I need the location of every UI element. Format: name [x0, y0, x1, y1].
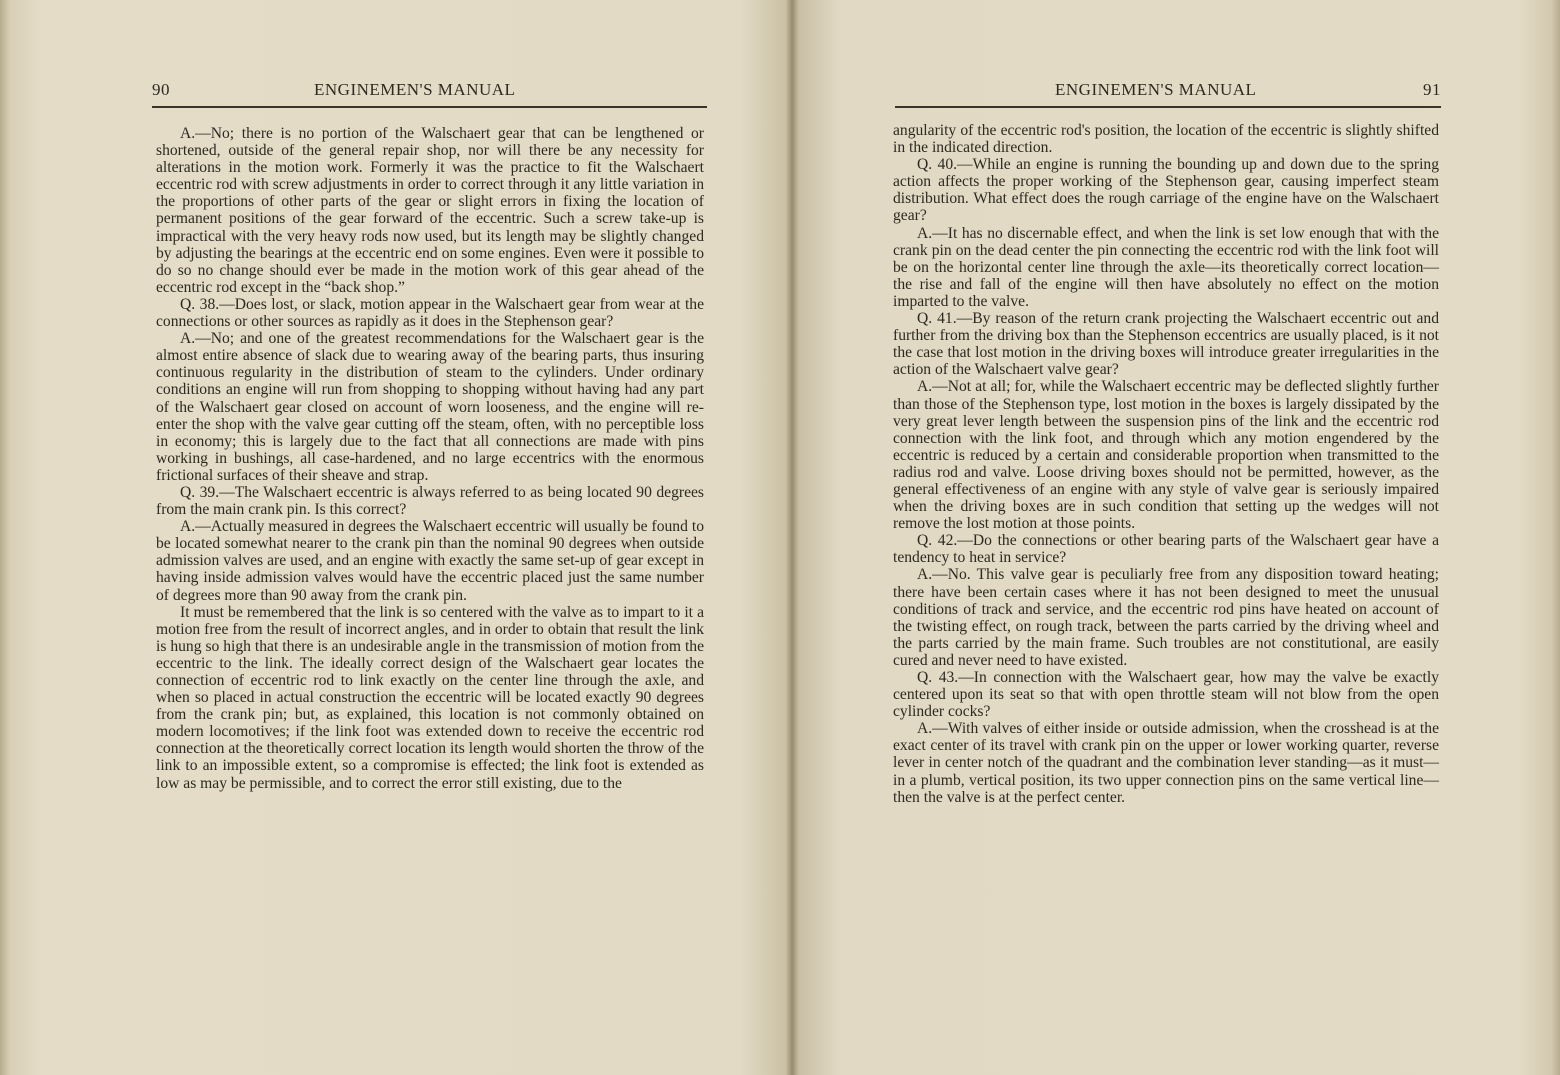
paragraph: A.—No. This valve gear is peculiarly free from any disposition toward heating; there have been certain cases where it has not been designed to meet the unusual conditions of track and service, and the eccentric rod pins have heated on account of the twisting effect, on rough track, between the parts carried by the driving wheel and the parts carried by the main frame. Such troubles are not constitutional, are easily cured and never need to have existed.	[893, 566, 1439, 669]
right-page-text	[893, 122, 1439, 806]
right-running-title: ENGINEMEN'S MANUAL	[1055, 80, 1257, 99]
left-running-title: ENGINEMEN'S MANUAL	[314, 80, 516, 99]
paragraph: Q. 42.—Do the connections or other bearing parts of the Walschaert gear have a tendency to heat in service?	[893, 532, 1439, 567]
right-running-head	[895, 80, 1441, 106]
paragraph: Q. 40.—While an engine is running the bounding up and down due to the spring action affects the proper working of the Stephenson gear, causing imperfect steam distribution. What effect does the rough carriage of the engine have on the Walschaert gear?	[893, 156, 1439, 225]
left-running-head	[152, 80, 707, 106]
paragraph: A.—No; there is no portion of the Walschaert gear that can be lengthened or shortened, outside of the general repair shop, nor will there be any necessity for alterations in the motion work. Formerly it was the practice to fit the Walschaert eccentric rod with screw adjustments in order to correct through it any little variation in the proportions of other parts of the gear or slight errors in fixing the location of permanent positions of the gear forward of the eccentric. Such a screw take-up is impractical with the very heavy rods now used, but its length may be slightly changed by adjusting the bearings at the eccentric end on some engines. Even were it possible to do so no change should ever be made in the motion work of this gear ahead of the eccentric rod except in the “back shop.”	[156, 125, 704, 296]
continuation-paragraph: angularity of the eccentric rod's position, the location of the eccentric is slightly shifted in the indicated direction.	[893, 122, 1439, 157]
paragraph: A.—Actually measured in degrees the Walschaert eccentric will usually be found to be located somewhat nearer to the crank pin than the nominal 90 degrees when outside admission valves are used, and an engine with exactly the same set-up of gear except in having inside admission valves would have the eccentric placed just the same number of degrees more than 90 away from the crank pin.	[156, 518, 704, 604]
paragraph: Q. 43.—In connection with the Walschaert gear, how may the valve be exactly centered upon its seat so that with open throttle steam will not blow from the open cylinder cocks?	[893, 669, 1439, 721]
right-head-rule	[895, 106, 1441, 108]
right-page	[795, 0, 1560, 1075]
paragraph: A.—With valves of either inside or outside admission, when the crosshead is at the exact center of its travel with crank pin on the upper or lower working quarter, reverse lever in center notch of the quadrant and the combination lever standing—as it must—in a plumb, vertical position, its two upper connection pins on the same vertical line—then the valve is at the perfect center.	[893, 720, 1439, 806]
left-page-number: 90	[152, 80, 170, 99]
paragraph: Q. 38.—Does lost, or slack, motion appear in the Walschaert gear from wear at the connections or other sources as rapidly as it does in the Stephenson gear?	[156, 295, 704, 331]
paragraph: A.—It has no discernable effect, and when the link is set low enough that with the crank pin on the dead center the pin connecting the eccentric rod with the link foot will be on the horizontal center line through the axle—its theoretically correct location—the rise and fall of the engine will then have absolutely no effect on the motion imparted to the valve.	[893, 224, 1439, 310]
paragraph: It must be remembered that the link is so centered with the valve as to impart to it a motion free from the result of incorrect angles, and in order to obtain that result the link is hung so high that there is an undesirable angle in the transmission of motion from the eccentric to the link. The ideally correct design of the Walschaert gear locates the connection of eccentric rod to link exactly on the center line through the axle, and when so placed in actual construction the eccentric will be located exactly 90 degrees from the crank pin; but, as explained, this location is not commonly obtained on modern locomotives; if the link foot was extended down to receive the eccentric rod connection at the theoretically correct location its length would shorten the throw of the link to an impossible extent, so a compromise is effected; the link foot is extended as low as may be permissible, and to correct the error still existing, due to the	[156, 603, 704, 792]
paragraph: A.—Not at all; for, while the Walschaert eccentric may be deflected slightly further than those of the Stephenson type, lost motion in the boxes is largely dissipated by the very great lever length between the suspension pins of the link and the eccentric rod connection with the link foot, and through which any motion engendered by the eccentric is reduced by a certain and considerable proportion when transmitted to the radius rod and valve. Loose driving boxes should not be permitted, however, as the general effectiveness of an engine with any style of valve gear is seriously impaired when the driving boxes are in such condition that setting up the wedges will not remove the lost motion at those points.	[893, 378, 1439, 533]
left-page-text	[156, 125, 704, 792]
paragraph: Q. 39.—The Walschaert eccentric is always referred to as being located 90 degrees from the main crank pin. Is this correct?	[156, 483, 704, 519]
left-head-rule	[152, 106, 707, 108]
paragraph: Q. 41.—By reason of the return crank projecting the Walschaert eccentric out and further from the driving box than the Stephenson eccentrics are usually placed, is it not the case that lost motion in the driving boxes will introduce greater irregularities in the action of the Walschaert valve gear?	[893, 310, 1439, 379]
right-page-number: 91	[1423, 80, 1441, 99]
paragraph: A.—No; and one of the greatest recommendations for the Walschaert gear is the almost entire absence of slack due to wearing away of the bearing parts, thus insuring continuous regularity in the distribution of steam to the cylinders. Under ordinary conditions an engine will run from shopping to shopping without having had any part of the Walschaert gear closed on account of worn looseness, and the engine will re-enter the shop with the valve gear cutting off the steam, often, with no perceptible loss in economy; this is largely due to the fact that all connections are made with pins working in bushings, all case-hardened, and no large eccentrics with the enormous frictional surfaces of their sheave and strap.	[156, 330, 704, 484]
